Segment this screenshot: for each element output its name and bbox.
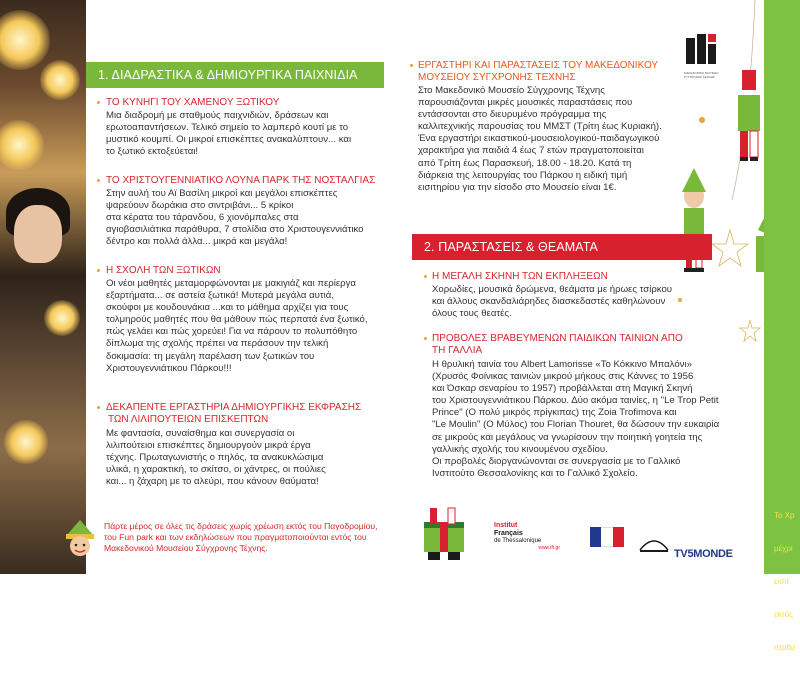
item-lost-elf-hunt: ΤΟ ΚΥΝΗΓΙ ΤΟΥ ΧΑΜΕΝΟΥ ΞΩΤΙΚΟΥ Μια διαδρομή με σταθμούς παιχνιδιών, δράσεων και ερωτοαπαντήσεων. Τελικό σημείο το λαμπερό κουτί με το μυστικό κουμπί. Οι μικροί επισκέπτες ανακαλύπτουν... και το ξωτικό εκτοξεύεται! <box>106 97 396 158</box>
item-title-line1: ΠΡΟΒΟΛΕΣ ΒΡΑΒΕΥΜΕΝΩΝ ΠΑΙΔΙΚΩΝ ΤΑΙΝΙΩΝ ΑΠΟ <box>432 333 683 344</box>
section-1-header <box>86 62 384 88</box>
item-title-line1: ΔΕΚΑΠΕΝΤΕ ΕΡΓΑΣΤΗΡΙΑ ΔΗΜΙΟΥΡΓΙΚΗΣ ΕΚΦΡΑΣΗΣ <box>106 402 362 413</box>
item-title-line2: ΤΩΝ ΛΙΛΙΠΟΥΤΕΙΩΝ ΕΠΙΣΚΕΠΤΩΝ <box>108 414 269 425</box>
item-big-stage: Η ΜΕΓΑΛΗ ΣΚΗΝΗ ΤΩΝ ΕΚΠΛΗΞΕΩΝ Χορωδίες, μουσικά δρώμενα, θεάματα με ήρωες τσίρκου και άλλους σκανδαλιάρηδες διασκεδαστές καθηλώνουν όλους τους θεατές. <box>432 271 722 320</box>
carousel-photo <box>0 0 86 574</box>
side-panel-text: Το Χρ μέχρι εισιτ εκτός σταθμ <box>774 511 796 652</box>
footer-note: Πάρτε μέρος σε όλες τις δράσεις χωρίς χρέωση εκτός του Παγοδρομίου, του Fun park και των εκδηλώσεων που πραγματοποιούνται εντός του Μακεδονικού Μουσείου Σύγχρονης Τέχνης. <box>104 521 378 553</box>
partner-logo <box>636 530 672 556</box>
item-title-line2: ΤΗ ΓΑΛΛΙΑ <box>432 345 483 356</box>
item-nostalgia-luna-park: ΤΟ ΧΡΙΣΤΟΥΓΕΝΝΙΑΤΙΚΟ ΛΟΥΝΑ ΠΑΡΚ ΤΗΣ ΝΟΣΤΑΛΓΙΑΣ Στην αυλή του Αϊ Βασίλη μικροί και μεγάλοι επισκέπτες ψαρεύουν δωράκια στο σιντριβάνι... 5 κρίκοι στα κέρατα του τάρανδου, 6 χιονόμπαλες στα αγιοβασιλιάτικα παράθυρα, 7 στολίδια στο Χριστουγεννιάτικο δέντρο και πολλά άλλα... μικρά και μεγάλα! <box>106 175 396 248</box>
section-2-header <box>412 234 712 260</box>
green-side-panel <box>764 0 800 652</box>
elf-face-icon <box>62 518 98 558</box>
mmst-caption: ΜΑΚΕΔΟΝΙΚΟ ΜΟΥΣΕΙΟ ΣΥΓΧΡΟΝΗΣ ΤΕΧΝΗΣ <box>684 71 719 79</box>
institut-francais-logo: Institut Français de Thessalonique www.ift.gr <box>494 522 560 551</box>
item-mmst-workshop: ΕΡΓΑΣΤΗΡΙ ΚΑΙ ΠΑΡΑΣΤΑΣΕΙΣ ΤΟΥ ΜΑΚΕΔΟΝΙΚΟΥ ΜΟΥΣΕΙΟΥ ΣΥΓΧΡΟΝΗΣ ΤΕΧΝΗΣ Στο Μακεδονικό Μουσείο Σύγχρονης Τέχνης παρουσιάζονται μικρές μουσικές παραστάσεις που εντάσσονται στο διευρυμένο πρόγραμμα της καλλιτεχνικής παρουσίας του ΜΜΣΤ (Τρίτη έως Κυριακή). Ένα εργαστήρι εικαστικού-μουσειολογικού-παιδαγωγικού χαρακτήρα για παιδιά 4 έως 7 ετών πραγματοποιείται από Τρίτη έως Παρασκευή, 18.00 - 18.20. Κατά τη διάρκεια της λειτουργίας του Πάρκου η ειδική τιμή εισιτηρίου για την είσοδο στο Μουσείο είναι 1€. <box>418 60 718 194</box>
item-creative-workshops: ΔΕΚΑΠΕΝΤΕ ΕΡΓΑΣΤΗΡΙΑ ΔΗΜΙΟΥΡΓΙΚΗΣ ΕΚΦΡΑΣΗΣ ΤΩΝ ΛΙΛΙΠΟΥΤΕΙΩΝ ΕΠΙΣΚΕΠΤΩΝ Με φαντασία, συναίσθημα και συνεργασία οι λιλιπούτειοι επισκέπτες δημιουργούν μικρά έργα τέχνης. Πρωταγωνιστής ο πηλός, τα ανακυκλώσιμα υλικά, η χαρακτική, το σκίτσο, οι χάντρες, οι πούλιες και... η ζάχαρη με το αλεύρι, που κάνουν θαύματα! <box>106 402 396 488</box>
item-title-line1: ΕΡΓΑΣΤΗΡΙ ΚΑΙ ΠΑΡΑΣΤΑΣΕΙΣ ΤΟΥ ΜΑΚΕΔΟΝΙΚΟΥ <box>418 60 659 71</box>
item-elf-school: Η ΣΧΟΛΗ ΤΩΝ ΞΩΤΙΚΩΝ Οι νέοι μαθητές μεταμορφώνονται με μακιγιάζ και περίεργα εξαρτήματα... σε αστεία ξωτικά! Μυτερά μεγάλα αυτιά, σκούφοι με κουδουνάκια ...και το μάθημα αρχίζει για τους τολμηρούς μαθητές που θα μάθουν πώς περπατά ένα ξωτικό, πώς γελάει και πώς χορεύει! Για να πάρουν το πολυπόθητο δίπλωμα της σχολής πρέπει να περάσουν την τελική δοκιμασία: τη μεγάλη παρέλαση των ξωτικών του Χριστουγεννιάτικου Πάρκου!!! <box>106 265 396 375</box>
item-title-line2: ΜΟΥΣΕΙΟΥ ΣΥΓΧΡΟΝΗΣ ΤΕΧΝΗΣ <box>418 72 576 83</box>
item-title: Η ΜΕΓΑΛΗ ΣΚΗΝΗ ΤΩΝ ΕΚΠΛΗΞΕΩΝ <box>432 271 608 282</box>
elf-legs-gift-illustration <box>418 506 470 566</box>
section-1-title: 1. ΔΙΑΔΡΑΣΤΙΚΑ & ΔΗΜΙΟΥΡΓΙΚΑ ΠΑΙΧΝΙΔΙΑ <box>98 68 358 82</box>
french-republic-logo <box>590 527 624 551</box>
item-title: ΤΟ ΚΥΝΗΓΙ ΤΟΥ ΧΑΜΕΝΟΥ ΞΩΤΙΚΟΥ <box>106 97 280 108</box>
item-title: Η ΣΧΟΛΗ ΤΩΝ ΞΩΤΙΚΩΝ <box>106 265 221 276</box>
item-film-screenings: ΠΡΟΒΟΛΕΣ ΒΡΑΒΕΥΜΕΝΩΝ ΠΑΙΔΙΚΩΝ ΤΑΙΝΙΩΝ ΑΠΟ ΤΗ ΓΑΛΛΙΑ Η θρυλική ταινία του Albert Lamorisse «Το Κόκκινο Μπαλόνι» (Χρυσός Φοίνικας ταινιών μικρού μήκους στις Κάννες το 1956 και Όσκαρ σεναρίου το 1957) προβάλλεται στη Μαγική Σκηνή του Χριστουγεννιάτικου Πάρκου. Δύο ακόμα ταινίες, η "Le Trop Petit Prince" (Ο πολύ μικρός πρίγκιπας) της Zoia Trofimova και "Le Moulin" (Ο Μύλος) του Florian Thouret, θα δώσουν την ευκαιρία σε μικρούς και μεγάλους να γνωρίσουν την ποιητική γοητεία της γαλλικής σχολής του κινουμένου σχεδίου. Οι προβολές διοργανώνονται σε συνεργασία με το Γαλλικό Ινστιτούτο Θεσσαλονίκης και το Γαλλικό Σχολείο. <box>432 333 732 480</box>
tv5monde-logo: TV5MONDE <box>674 548 733 560</box>
section-2-title: 2. ΠΑΡΑΣΤΑΣΕΙΣ & ΘΕΑΜΑΤΑ <box>424 240 598 254</box>
item-title: ΤΟ ΧΡΙΣΤΟΥΓΕΝΝΙΑΤΙΚΟ ΛΟΥΝΑ ΠΑΡΚ ΤΗΣ ΝΟΣΤΑΛΓΙΑΣ <box>106 175 376 186</box>
